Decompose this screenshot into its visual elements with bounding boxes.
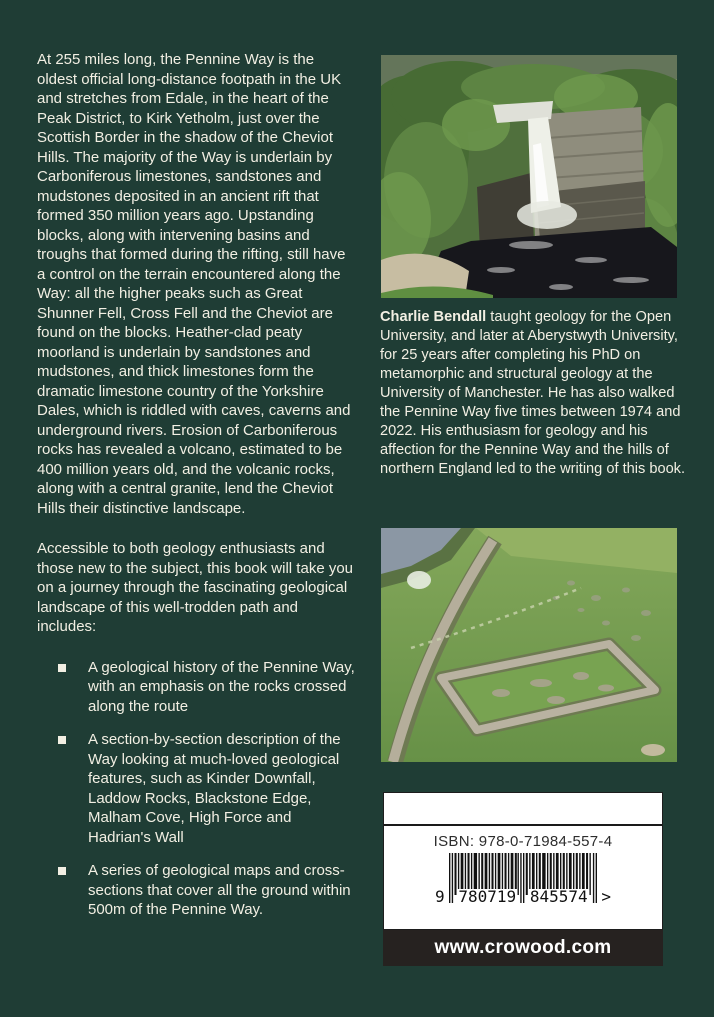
- barcode-arrow: >: [601, 887, 611, 906]
- blurb-paragraph-1: At 255 miles long, the Pennine Way is the oldest official long-distance footpath in the UK and stretches from Edale, in the heart of the Peak District, to Kirk Yetholm, just over the Scottish Border in the shadow of the Cheviot Hills. The majority of the Way is underlain by Carboniferous limestones, sandstones and mudstones deposited in an ancient rift that formed 350 million years ago. Upstanding blocks, along with intervening basins and troughs that formed during the rifting, still have a control on the terrain encountered along the Way: all the higher peaks such as Great Shunner Fell, Cross Fell and the Cheviot are found on the blocks. Heather-clad peaty moorland is underlain by sandstones and mudstones, and thick limestones form the dramatic limestone country of the Yorkshire Dales, which is riddled with caves, caverns and underground rivers. Erosion of Carboniferous rocks has revealed a volcano, estimated to be 400 million years old, and the volcanic rocks, along with a central granite, lend the Cheviot Hills their distinctive landscape.: [37, 51, 351, 517]
- bullet-text-2: A section-by-section description of the Way looking at much-loved geological features, such as Kinder Downfall, Laddow Rocks, Blackstone Edge, Malham Cove, High Force and Hadrian's Wall: [88, 731, 341, 846]
- bullet-text-3: A series of geological maps and cross-sections that cover all the ground within 500m of the Pennine Way.: [88, 862, 351, 918]
- blurb-column: [37, 50, 357, 934]
- square-bullet-icon: [58, 664, 66, 672]
- bullet-item-3: [58, 861, 357, 920]
- author-name: Charlie Bendall: [380, 309, 487, 325]
- bullet-item-2: [58, 730, 357, 847]
- bullet-item-1: [58, 658, 357, 717]
- square-bullet-icon: [58, 736, 66, 744]
- isbn-text: ISBN: 978-0-71984-557-4: [433, 833, 613, 850]
- waterfall-photo: [381, 55, 677, 298]
- square-bullet-icon: [58, 867, 66, 875]
- publisher-website-bar: [383, 930, 663, 966]
- barcode-panel: [383, 792, 663, 930]
- hillside-wall-photo: [381, 528, 677, 762]
- barcode-digit-group: 845574: [529, 887, 588, 906]
- blurb-paragraph-2: Accessible to both geology enthusiasts and those new to the subject, this book will take you on a journey through the fascinating geological landscape of this well-trodden path and includes:: [37, 540, 354, 635]
- price-strip: [384, 793, 662, 826]
- barcode-digit-group: 9: [435, 887, 445, 906]
- author-bio-text: taught geology for the Open University, and later at Aberystwyth University, for 25 years after completing his PhD on metamorphic and structural geology at the University of Manchester. He has also walked the Pennine Way five times between 1974 and 2022. His enthusiasm for geology and his affection for the Pennine Way and the hills of northern England led to the writing of this book.: [380, 309, 686, 477]
- publisher-website: www.crowood.com: [434, 937, 612, 958]
- barcode-digit-group: 780719: [458, 887, 517, 906]
- author-bio: [380, 308, 694, 479]
- bullet-text-1: A geological history of the Pennine Way, with an emphasis on the rocks crossed along the route: [88, 658, 355, 715]
- bullet-list: [37, 658, 357, 920]
